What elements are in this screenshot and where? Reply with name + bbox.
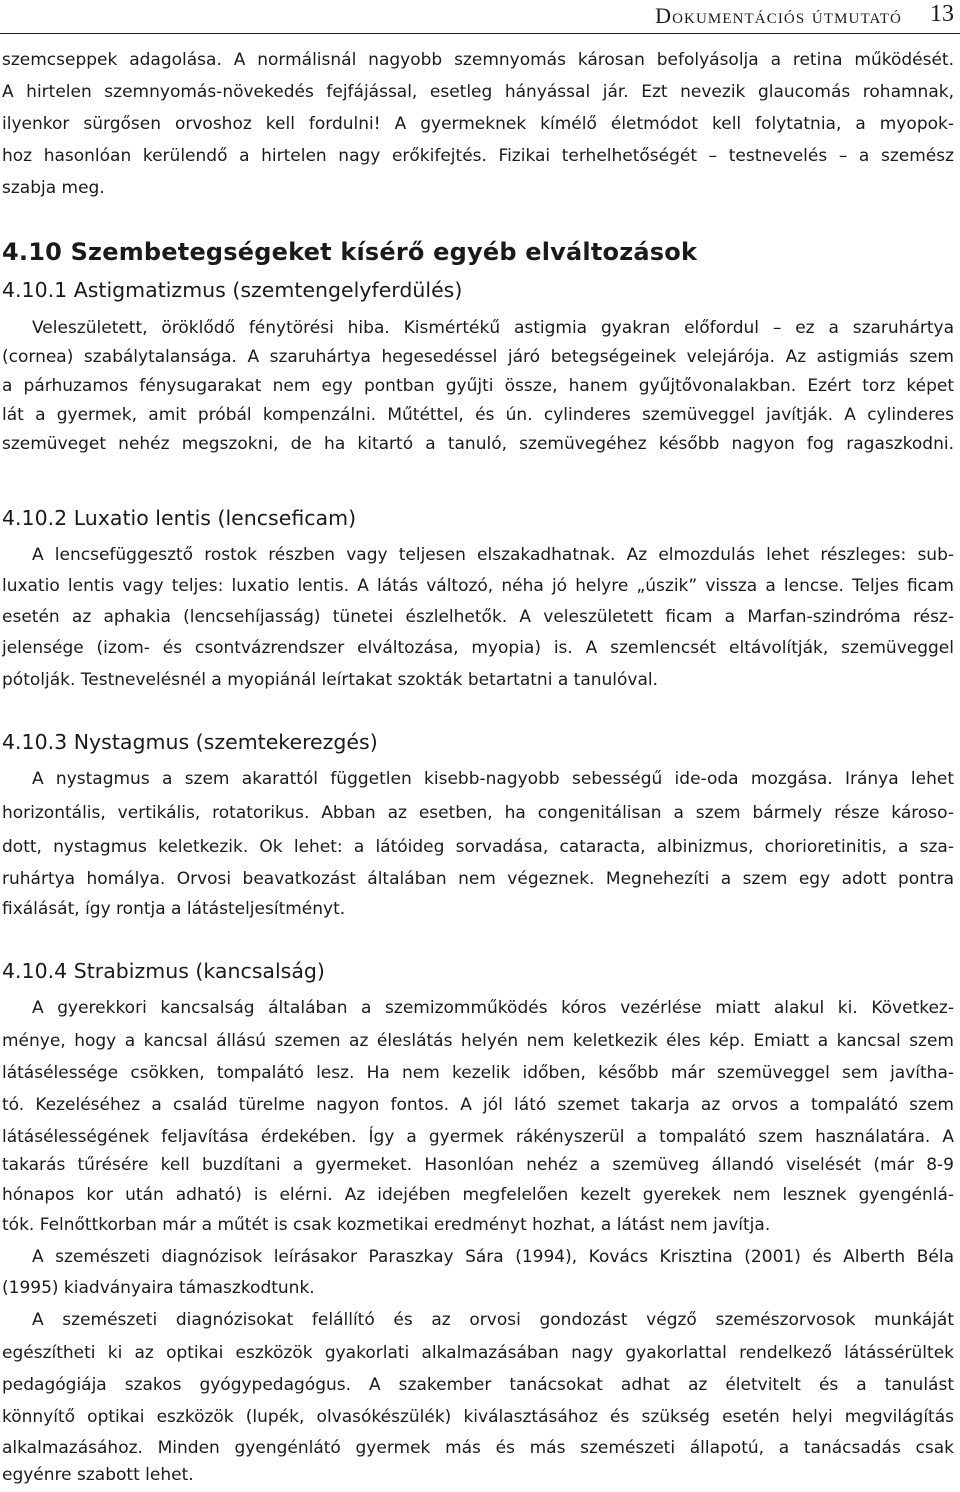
running-header: [0, 0, 960, 36]
paragraph-line: takarás tűrésére kell buzdítani a gyermeket. Hasonlóan nehéz a szemüveg állandó viselését (már 8-9: [2, 1155, 954, 1175]
subsection-heading: 4.10.3 Nystagmus (szemtekerezgés): [2, 730, 378, 754]
paragraph-line: szabja meg.: [2, 178, 105, 198]
paragraph-line: A lencsefüggesztő rostok részben vagy teljesen elszakadhatnak. Az elmozdulás lehet részleges: sub-: [32, 545, 954, 565]
paragraph-line: pótolják. Testnevelésnél a myopiánál leírtakat szokták betartatni a tanulóval.: [2, 670, 659, 690]
paragraph-line: szemcseppek adagolása. A normálisnál nagyobb szemnyomás károsan befolyásolja a retina működését.: [2, 50, 954, 70]
paragraph-line: ruhártya homálya. Orvosi beavatkozást általában nem végeznek. Megnehezíti a szem egy adott pontra: [2, 869, 954, 889]
paragraph-line: könnyítő optikai eszközök (lupék, olvasókészülék) kiválasztásához és szükség esetén helyi megvilágítás: [2, 1407, 954, 1427]
paragraph-line: lát a gyermek, amit próbál kompenzálni. Műtéttel, és ún. cylinderes szemüveggel javítják. A cylinderes: [2, 405, 954, 425]
paragraph-line: hoz hasonlóan kerülendő a hirtelen nagy erőkifejtés. Fizikai terhelhetőségét – testnevelés – a szemész: [2, 146, 954, 166]
subsection-heading: 4.10.4 Strabizmus (kancsalság): [2, 959, 325, 983]
paragraph-line: A szemészeti diagnózisok leírásakor Paraszkay Sára (1994), Kovács Krisztina (2001) és Alberth Béla: [32, 1247, 954, 1267]
paragraph-line: pedagógiája szakos gyógypedagógus. A szakember tanácsokat adhat az életvitelt és a tanulást: [2, 1375, 954, 1395]
subsection-heading: 4.10.2 Luxatio lentis (lencseficam): [2, 506, 357, 530]
paragraph-line: egyénre szabott lehet.: [2, 1465, 194, 1485]
header-rule: [0, 33, 960, 34]
paragraph-line: egészítheti ki az optikai eszközök gyakorlati alkalmazásában nagy gyakorlattal rendelkező látássérültek: [2, 1343, 954, 1363]
paragraph-line: tó. Kezeléséhez a család türelme nagyon fontos. A jól látó szemet takarja az orvos a tompalátó szem: [2, 1095, 954, 1115]
paragraph-line: a párhuzamos fénysugarakat nem egy pontban gyűjti össze, hanem gyűjtővonalakban. Ezért torz képet: [2, 376, 954, 396]
paragraph-line: ilyenkor sürgősen orvoshoz kell fordulni! A gyermeknek kímélő életmódot kell folytatnia, a myopok-: [2, 114, 954, 134]
paragraph-line: esetén az aphakia (lencsehíjasság) tünetei észlelhetők. A veleszületett ficam a Marfan-szindróma rész-: [2, 607, 954, 627]
paragraph-line: dott, nystagmus keletkezik. Ok lehet: a látóideg sorvadása, cataracta, albinizmus, chorioretinitis, a sza-: [2, 837, 954, 857]
running-header-title: Dokumentációs útmutató: [655, 3, 902, 28]
paragraph-line: hónapos kor után adható) is elérni. Az idejében megfelelően kezelt gyerekek nem lesznek gyengénlá-: [2, 1185, 954, 1205]
paragraph-line: A hirtelen szemnyomás-növekedés fejfájással, esetleg hányással jár. Ezt nevezik glaucomás rohamnak,: [2, 82, 954, 102]
paragraph-line: A szemészeti diagnózisokat felállító és az orvosi gondozást végző szemészorvosok munkáját: [32, 1310, 954, 1330]
paragraph-line: fixálását, így rontja a látásteljesítményt.: [2, 899, 346, 919]
paragraph-line: ménye, hogy a kancsal állású szemen az éleslátás helyén nem keletkezik éles kép. Emiatt a kancsal szem: [2, 1031, 954, 1051]
paragraph-line: A nystagmus a szem akarattól független kisebb-nagyobb sebességű ide-oda mozgása. Iránya lehet: [32, 769, 954, 789]
paragraph-line: látásélességének feljavítása érdekében. Így a gyermek rákényszerül a tompalátó szem használatára. A: [2, 1127, 954, 1147]
paragraph-line: (1995) kiadványaira támaszkodtunk.: [2, 1278, 315, 1298]
section-heading: 4.10 Szembetegségeket kísérő egyéb elváltozások: [2, 238, 698, 266]
paragraph-line: horizontális, vertikális, rotatorikus. Abban az esetben, ha congenitálisan a szem bármely része károso-: [2, 803, 954, 823]
paragraph-line: (cornea) szabálytalansága. A szaruhártya hegesedéssel járó betegségeinek velejárója. Az astigmiás szem: [2, 347, 954, 367]
page-number: 13: [930, 1, 954, 27]
paragraph-line: jelensége (izom- és csontvázrendszer elváltozása, myopia) is. A szemlencsét eltávolítják, szemüveggel: [2, 638, 954, 658]
paragraph-line: szemüveget nehéz megszokni, de ha kitartó a tanuló, szemüvegéhez később nagyon fog ragaszkodni.: [2, 434, 954, 454]
paragraph-line: tók. Felnőttkorban már a műtét is csak kozmetikai eredményt hozhat, a látást nem javítja.: [2, 1215, 771, 1235]
paragraph-line: alkalmazásához. Minden gyengénlátó gyermek más és más szemészeti állapotú, a tanácsadás csak: [2, 1438, 954, 1458]
subsection-heading: 4.10.1 Astigmatizmus (szemtengelyferdülés): [2, 278, 463, 302]
paragraph-line: látásélessége csökken, tompalátó lesz. Ha nem kezelik időben, később már szemüveggel sem javítha-: [2, 1063, 954, 1083]
paragraph-line: luxatio lentis vagy teljes: luxatio lentis. A látás változó, néha jó helyre „úszik” vissza a lencse. Teljes ficam: [2, 576, 954, 596]
paragraph-line: Veleszületett, öröklődő fénytörési hiba. Kismértékű astigmia gyakran előfordul – ez a szaruhártya: [32, 318, 954, 338]
paragraph-line: A gyerekkori kancsalság általában a szemizomműködés kóros vezérlése miatt alakul ki. Következ-: [32, 998, 954, 1018]
